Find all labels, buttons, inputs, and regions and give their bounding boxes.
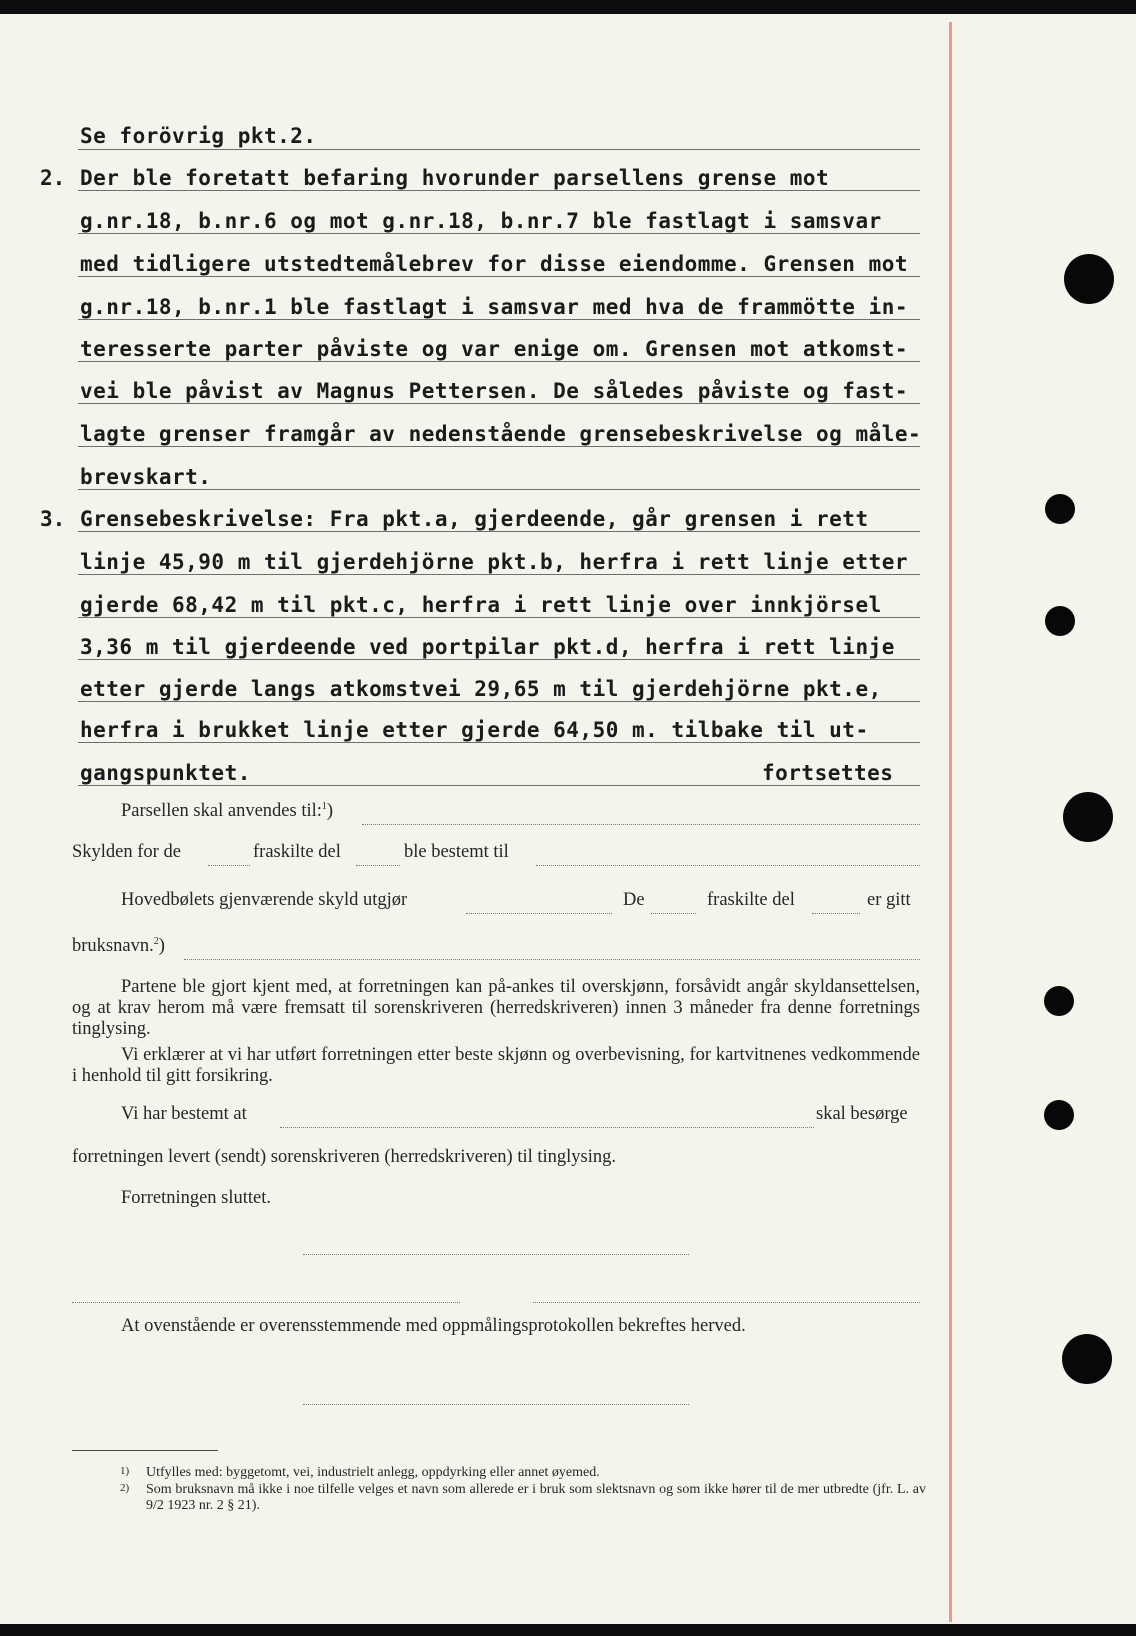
underline [78,617,920,618]
typed-line: g.nr.18, b.nr.6 og mot g.nr.18, b.nr.7 ble fastlagt i samsvar [80,209,882,233]
binder-hole [1064,254,1114,304]
binder-hole [1045,606,1075,636]
skal-besorge-label: skal besørge [816,1104,908,1124]
typed-line: linje 45,90 m til gjerdehjörne pkt.b, herfra i rett linje etter [80,550,909,574]
binder-hole [1063,792,1113,842]
footnote-rule [72,1450,218,1451]
fill-line [356,865,400,866]
typed-line: 3,36 m til gjerdeende ved portpilar pkt.d, herfra i rett linje [80,635,895,659]
underline [78,319,920,320]
binder-hole [1062,1334,1112,1384]
underline [78,446,920,447]
erklaering-paragraph: Vi erklærer at vi har utført forretningen etter beste skjønn og overbevisning, for kartvitnenes vedkommende i henhold til gitt forsikring. [72,1045,920,1086]
parsellen-label: Parsellen skal anvendes til:$^1$) [121,801,334,822]
typed-line: gjerde 68,42 m til pkt.c, herfra i rett linje over innkjörsel [80,593,882,617]
typed-line: vei ble påvist av Magnus Pettersen. De således påviste og fast- [80,379,909,403]
hoved-4: er gitt [867,890,911,910]
typed-line: lagte grenser framgår av nedenstående grensebeskrivelse og måle- [80,422,922,446]
skylden-3: ble bestemt til [404,842,509,862]
underline [78,149,920,150]
fill-line [184,959,920,960]
signature-line [533,1302,920,1303]
underline [78,531,920,532]
item-3-number: 3. [40,507,66,531]
hoved-3: fraskilte del [707,890,795,910]
binder-hole [1045,494,1075,524]
signature-line [72,1302,460,1303]
underline [78,659,920,660]
typed-line: med tidligere utstedtemålebrev for disse eiendomme. Grensen mot [80,252,909,276]
hoved-2: De [623,890,645,910]
fill-line [812,913,860,914]
underline [78,574,920,575]
item-2-number: 2. [40,166,66,190]
signature-line [303,1404,689,1405]
typed-line: g.nr.18, b.nr.1 ble fastlagt i samsvar med hva de frammötte in- [80,295,909,319]
binder-hole [1044,986,1074,1016]
signature-line [303,1254,689,1255]
typed-line: teresserte parter påviste og var enige om. Grensen mot atkomst- [80,337,909,361]
continued-note: fortsettes [762,761,894,785]
underline [78,742,920,743]
typed-line: etter gjerde langs atkomstvei 29,65 m til gjerdehjörne pkt.e, [80,677,882,701]
underline [78,785,920,786]
skylden-1: Skylden for de [72,842,181,862]
underline [78,190,920,191]
typed-line: herfra i brukket linje etter gjerde 64,50 m. tilbake til ut- [80,718,869,742]
bekreftes-label: At ovenstående er overensstemmende med oppmålingsprotokollen bekreftes herved. [121,1316,746,1336]
fill-line [362,824,920,825]
levert-label: forretningen levert (sendt) sorenskriveren (herredskriveren) til tinglysing. [72,1147,617,1167]
hoved-1: Hovedbølets gjenværende skyld utgjør [121,890,408,910]
fill-line [466,913,612,914]
typed-intro: Se forövrig pkt.2. [80,124,317,148]
footnote-2: Som bruksnavn må ikke i noe tilfelle velges et navn som allerede er i bruk som slektsnavn og som ikke hører til de mer utbredte (jfr. L. av 9/2 1923 nr. 2 § 21). [146,1482,926,1513]
fill-line [280,1127,814,1128]
margin-line [949,22,952,1622]
partene-paragraph: Partene ble gjort kjent med, at forretningen kan på-ankes til overskjønn, forsåvidt angår skyldansettelsen, og at krav herom må være fremsatt til sorenskriveren (herredskriveren) innen 3 måneder fra denne forretnings tinglysing. [72,977,920,1039]
footnote-2-mark: 2) [120,1482,130,1494]
underline [78,701,920,702]
fill-line [536,865,920,866]
underline [78,361,920,362]
typed-line: Grensebeskrivelse: Fra pkt.a, gjerdeende, går grensen i rett [80,507,869,531]
typed-line: brevskart. [80,465,212,489]
underline [78,233,920,234]
bruksnavn-label: bruksnavn.$^2$) [72,936,165,957]
underline [78,489,920,490]
underline [78,403,920,404]
footnote-1: Utfylles med: byggetomt, vei, industrielt anlegg, oppdyrking eller annet øyemed. [146,1465,600,1480]
fill-line [651,913,696,914]
typed-line: Der ble foretatt befaring hvorunder parsellens grense mot [80,166,830,190]
document-page [0,14,1136,1624]
typed-line: gangspunktet. [80,761,251,785]
skylden-2: fraskilte del [253,842,341,862]
footnote-1-mark: 1) [120,1465,130,1477]
vi-har-label: Vi har bestemt at [121,1104,247,1124]
binder-hole [1044,1100,1074,1130]
underline [78,276,920,277]
fill-line [208,865,250,866]
sluttet-label: Forretningen sluttet. [121,1188,272,1208]
